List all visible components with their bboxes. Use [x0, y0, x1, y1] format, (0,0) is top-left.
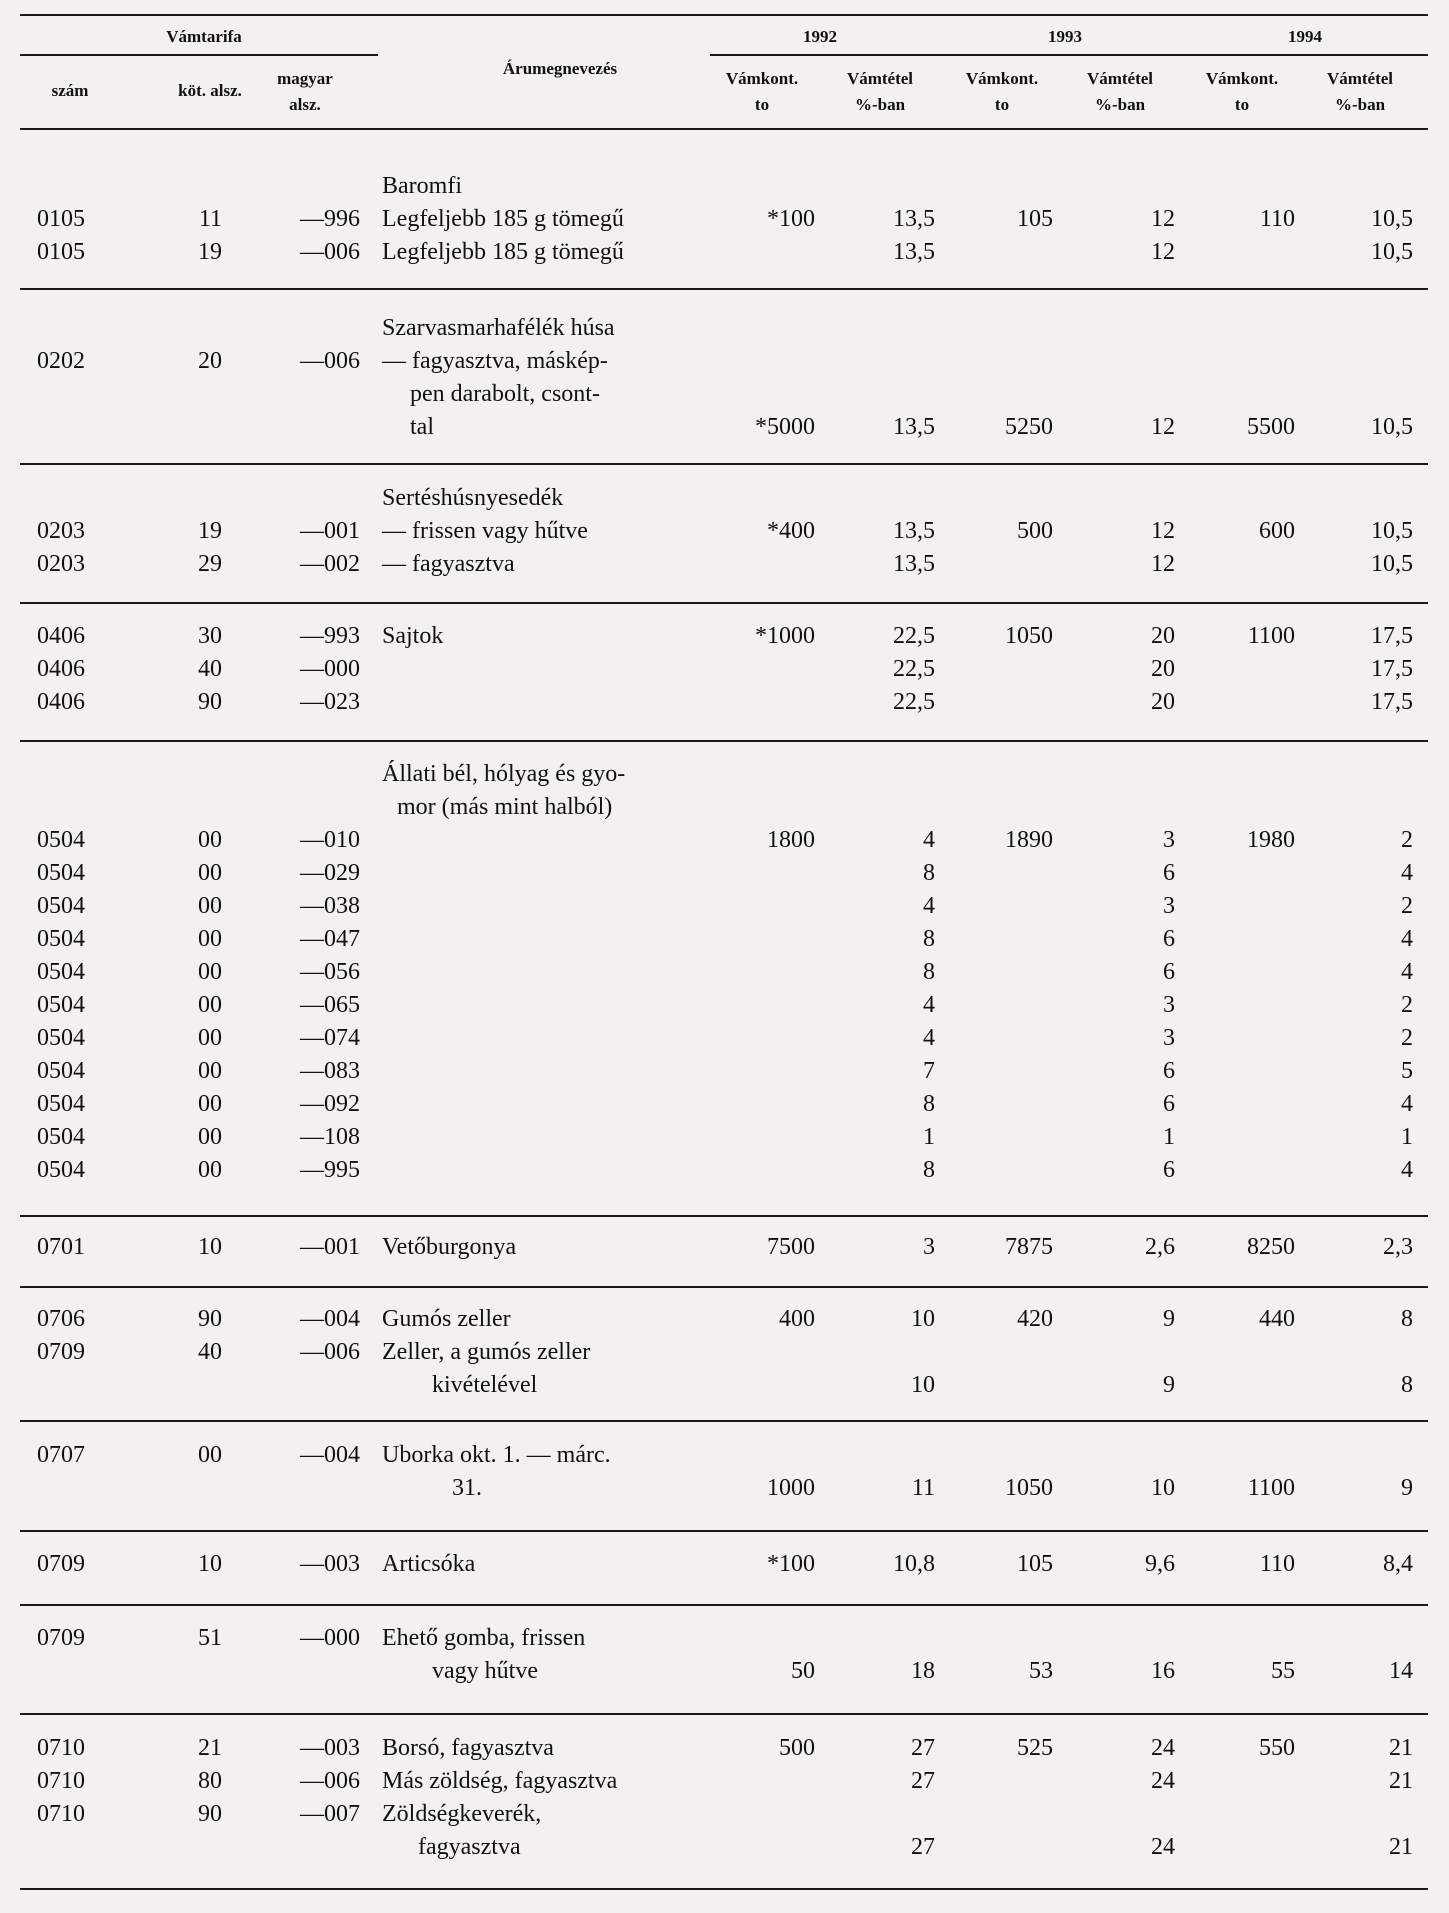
- header-vamtetel-unit: %-ban: [1334, 95, 1386, 114]
- cell-vamtetel-1994: 2,3: [1383, 1234, 1413, 1260]
- cell-arumegnevezes: Gumós zeller: [382, 1306, 511, 1332]
- cell-szam: 0504: [37, 860, 85, 886]
- cell-kot-alsz: 00: [198, 926, 222, 952]
- cell-vamkont-1993: 53: [1029, 1658, 1053, 1684]
- cell-szam: 0710: [37, 1768, 85, 1794]
- cell-vamkont-1994: 440: [1259, 1306, 1295, 1332]
- cell-vamkont-1993: 1050: [1005, 1475, 1053, 1501]
- header-vamkont-unit: to: [1234, 95, 1250, 114]
- cell-arumegnevezes: Sajtok: [382, 623, 444, 649]
- cell-vamtetel-1994: 2: [1401, 827, 1413, 853]
- cell-magyar-alsz: —001: [300, 518, 360, 544]
- header-years-rule: [710, 54, 1428, 56]
- cell-vamtetel-1992: 7: [923, 1058, 935, 1084]
- header-year-1993: 1993: [1048, 27, 1082, 46]
- cell-vamtetel-1993: 3: [1163, 827, 1175, 853]
- group-separator-rule: [20, 463, 1428, 465]
- cell-vamtetel-1992: 10: [911, 1372, 935, 1398]
- cell-kot-alsz: 00: [198, 992, 222, 1018]
- cell-arumegnevezes: Ehető gomba, frissen: [382, 1625, 586, 1651]
- cell-szam: 0105: [37, 239, 85, 265]
- cell-arumegnevezes: Vetőburgonya: [382, 1234, 517, 1260]
- cell-arumegnevezes: fagyasztva: [418, 1834, 521, 1860]
- header-vamtarifa-rule: [20, 54, 378, 56]
- cell-vamkont-1992: *100: [767, 206, 815, 232]
- cell-vamtetel-1993: 12: [1151, 414, 1175, 440]
- cell-vamtetel-1994: 8: [1401, 1306, 1413, 1332]
- header-arumegnevezes: Árumegnevezés: [502, 59, 618, 78]
- cell-magyar-alsz: —003: [300, 1551, 360, 1577]
- cell-vamtetel-1994: 17,5: [1371, 623, 1413, 649]
- cell-szam: 0203: [37, 551, 85, 577]
- cell-magyar-alsz: —038: [300, 893, 360, 919]
- cell-vamkont-1993: 105: [1017, 206, 1053, 232]
- cell-vamtetel-1992: 8: [923, 959, 935, 985]
- cell-vamtetel-1993: 6: [1163, 1058, 1175, 1084]
- cell-vamtetel-1992: 13,5: [893, 239, 935, 265]
- cell-magyar-alsz: —996: [300, 206, 360, 232]
- cell-vamtetel-1992: 3: [923, 1234, 935, 1260]
- cell-kot-alsz: 40: [198, 656, 222, 682]
- cell-vamtetel-1994: 4: [1401, 1157, 1413, 1183]
- cell-szam: 0406: [37, 689, 85, 715]
- cell-szam: 0707: [37, 1442, 85, 1468]
- cell-magyar-alsz: —092: [300, 1091, 360, 1117]
- cell-vamtetel-1992: 27: [911, 1768, 935, 1794]
- cell-vamtetel-1993: 9: [1163, 1372, 1175, 1398]
- header-vamtarifa: Vámtarifa: [166, 27, 242, 46]
- cell-kot-alsz: 10: [198, 1551, 222, 1577]
- cell-vamkont-1992: 7500: [767, 1234, 815, 1260]
- header-vamkont-1993: [952, 66, 1052, 118]
- header-vamkont-unit: to: [994, 95, 1010, 114]
- cell-vamtetel-1992: 4: [923, 992, 935, 1018]
- cell-kot-alsz: 00: [198, 1025, 222, 1051]
- header-vamtetel-unit: %-ban: [854, 95, 906, 114]
- cell-vamtetel-1993: 6: [1163, 1157, 1175, 1183]
- cell-vamtetel-1993: 9,6: [1145, 1551, 1175, 1577]
- cell-szam: 0504: [37, 1124, 85, 1150]
- cell-szam: 0105: [37, 206, 85, 232]
- cell-vamtetel-1994: 2: [1401, 893, 1413, 919]
- cell-vamtetel-1992: 8: [923, 1091, 935, 1117]
- group-separator-rule: [20, 1286, 1428, 1288]
- cell-vamtetel-1992: 1: [923, 1124, 935, 1150]
- cell-szam: 0504: [37, 959, 85, 985]
- header-vamtetel-label: Vámtétel: [1086, 69, 1154, 88]
- cell-szam: 0706: [37, 1306, 85, 1332]
- cell-vamtetel-1993: 12: [1151, 518, 1175, 544]
- cell-magyar-alsz: —995: [300, 1157, 360, 1183]
- cell-vamtetel-1992: 22,5: [893, 656, 935, 682]
- header-year-1994: 1994: [1288, 27, 1322, 46]
- cell-magyar-alsz: —000: [300, 656, 360, 682]
- cell-vamkont-1994: 5500: [1247, 414, 1295, 440]
- cell-arumegnevezes: — fagyasztva, máskép-: [382, 348, 608, 374]
- cell-szam: 0709: [37, 1551, 85, 1577]
- cell-vamtetel-1993: 10: [1151, 1475, 1175, 1501]
- cell-vamkont-1994: 110: [1259, 206, 1295, 232]
- header-vamkont-label: Vámkont.: [965, 69, 1039, 88]
- cell-magyar-alsz: —004: [300, 1306, 360, 1332]
- cell-vamtetel-1994: 8: [1401, 1372, 1413, 1398]
- cell-vamtetel-1994: 4: [1401, 926, 1413, 952]
- cell-vamtetel-1993: 6: [1163, 860, 1175, 886]
- cell-vamtetel-1992: 10: [911, 1306, 935, 1332]
- cell-vamtetel-1994: 1: [1401, 1124, 1413, 1150]
- header-vamkont-unit: to: [754, 95, 770, 114]
- header-vamkont-1992: [712, 66, 812, 118]
- cell-vamtetel-1994: 4: [1401, 1091, 1413, 1117]
- group-separator-rule: [20, 1713, 1428, 1715]
- cell-vamkont-1992: *100: [767, 1551, 815, 1577]
- cell-vamtetel-1994: 21: [1389, 1768, 1413, 1794]
- group-separator-rule: [20, 288, 1428, 290]
- cell-vamtetel-1992: 13,5: [893, 551, 935, 577]
- cell-vamtetel-1993: 12: [1151, 239, 1175, 265]
- cell-vamkont-1993: 525: [1017, 1735, 1053, 1761]
- cell-arumegnevezes: Zöldségkeverék,: [382, 1801, 542, 1827]
- cell-magyar-alsz: —993: [300, 623, 360, 649]
- cell-vamkont-1992: 1800: [767, 827, 815, 853]
- header-vamtetel-label: Vámtétel: [846, 69, 914, 88]
- cell-vamtetel-1993: 20: [1151, 656, 1175, 682]
- cell-vamtetel-1994: 5: [1401, 1058, 1413, 1084]
- cell-vamtetel-1993: 2,6: [1145, 1234, 1175, 1260]
- cell-arumegnevezes: Articsóka: [382, 1551, 476, 1577]
- cell-vamtetel-1992: 4: [923, 827, 935, 853]
- cell-vamtetel-1993: 20: [1151, 623, 1175, 649]
- group-separator-rule: [20, 740, 1428, 742]
- cell-vamtetel-1992: 8: [923, 860, 935, 886]
- header-szam: szám: [51, 81, 89, 100]
- cell-arumegnevezes: Más zöldség, fagyasztva: [382, 1768, 618, 1794]
- header-vamtetel-unit: %-ban: [1094, 95, 1146, 114]
- cell-vamtetel-1993: 6: [1163, 926, 1175, 952]
- cell-szam: 0709: [37, 1339, 85, 1365]
- cell-vamtetel-1994: 21: [1389, 1735, 1413, 1761]
- cell-vamtetel-1993: 24: [1151, 1834, 1175, 1860]
- cell-kot-alsz: 00: [198, 860, 222, 886]
- cell-magyar-alsz: —056: [300, 959, 360, 985]
- cell-vamtetel-1993: 16: [1151, 1658, 1175, 1684]
- cell-magyar-alsz: —000: [300, 1625, 360, 1651]
- cell-vamtetel-1993: 9: [1163, 1306, 1175, 1332]
- group-separator-rule: [20, 1604, 1428, 1606]
- cell-vamkont-1993: 105: [1017, 1551, 1053, 1577]
- cell-vamtetel-1992: 13,5: [893, 414, 935, 440]
- cell-szam: 0710: [37, 1735, 85, 1761]
- cell-szam: 0504: [37, 893, 85, 919]
- cell-magyar-alsz: —010: [300, 827, 360, 853]
- cell-vamkont-1993: 420: [1017, 1306, 1053, 1332]
- group-title: Állati bél, hólyag és gyo-: [382, 761, 626, 787]
- group-title: Szarvasmarhafélék húsa: [382, 315, 615, 341]
- cell-kot-alsz: 11: [198, 206, 222, 232]
- cell-arumegnevezes: Legfeljebb 185 g tömegű: [382, 206, 624, 232]
- cell-kot-alsz: 00: [198, 893, 222, 919]
- cell-szam: 0709: [37, 1625, 85, 1651]
- cell-vamtetel-1994: 10,5: [1371, 551, 1413, 577]
- cell-arumegnevezes: Zeller, a gumós zeller: [382, 1339, 591, 1365]
- cell-szam: 0701: [37, 1234, 85, 1260]
- cell-vamkont-1992: 50: [791, 1658, 815, 1684]
- cell-magyar-alsz: —047: [300, 926, 360, 952]
- cell-arumegnevezes: pen darabolt, csont-: [410, 381, 600, 407]
- cell-kot-alsz: 51: [198, 1625, 222, 1651]
- cell-vamkont-1994: 110: [1259, 1551, 1295, 1577]
- cell-vamtetel-1993: 3: [1163, 992, 1175, 1018]
- group-separator-rule: [20, 1530, 1428, 1532]
- header-bottom-rule: [20, 128, 1428, 130]
- header-vamkont-1994: [1192, 66, 1292, 118]
- cell-arumegnevezes: — frissen vagy hűtve: [382, 518, 588, 544]
- group-title: Sertéshúsnyesedék: [382, 485, 564, 511]
- cell-arumegnevezes: 31.: [452, 1475, 482, 1501]
- header-vamtetel-label: Vámtétel: [1326, 69, 1394, 88]
- cell-vamkont-1993: 1050: [1005, 623, 1053, 649]
- cell-vamtetel-1993: 3: [1163, 893, 1175, 919]
- cell-szam: 0504: [37, 926, 85, 952]
- cell-kot-alsz: 80: [198, 1768, 222, 1794]
- cell-arumegnevezes: Legfeljebb 185 g tömegű: [382, 239, 624, 265]
- cell-vamkont-1992: 500: [779, 1735, 815, 1761]
- cell-vamtetel-1994: 10,5: [1371, 206, 1413, 232]
- cell-kot-alsz: 20: [198, 348, 222, 374]
- cell-arumegnevezes: — fagyasztva: [382, 551, 515, 577]
- cell-vamtetel-1992: 22,5: [893, 623, 935, 649]
- cell-kot-alsz: 00: [198, 1058, 222, 1084]
- cell-vamkont-1992: *400: [767, 518, 815, 544]
- cell-vamkont-1994: 55: [1271, 1658, 1295, 1684]
- cell-vamtetel-1992: 11: [911, 1475, 935, 1501]
- cell-vamtetel-1992: 27: [911, 1834, 935, 1860]
- cell-vamtetel-1992: 8: [923, 926, 935, 952]
- cell-vamtetel-1993: 12: [1151, 551, 1175, 577]
- cell-szam: 0710: [37, 1801, 85, 1827]
- cell-kot-alsz: 40: [198, 1339, 222, 1365]
- cell-arumegnevezes: vagy hűtve: [432, 1658, 538, 1684]
- group-title: Baromfi: [382, 173, 462, 199]
- cell-vamkont-1994: 1100: [1247, 623, 1295, 649]
- cell-vamtetel-1993: 3: [1163, 1025, 1175, 1051]
- cell-vamkont-1992: 400: [779, 1306, 815, 1332]
- cell-kot-alsz: 10: [198, 1234, 222, 1260]
- cell-szam: 0504: [37, 827, 85, 853]
- header-vamtetel-1994: [1310, 66, 1410, 118]
- cell-vamkont-1994: 600: [1259, 518, 1295, 544]
- header-magyar: magyar: [277, 69, 333, 88]
- cell-kot-alsz: 00: [198, 1442, 222, 1468]
- cell-kot-alsz: 30: [198, 623, 222, 649]
- cell-vamtetel-1993: 12: [1151, 206, 1175, 232]
- cell-vamkont-1994: 8250: [1247, 1234, 1295, 1260]
- cell-arumegnevezes: tal: [410, 414, 434, 440]
- cell-kot-alsz: 21: [198, 1735, 222, 1761]
- cell-magyar-alsz: —074: [300, 1025, 360, 1051]
- header-vamtetel-1993: [1070, 66, 1170, 118]
- cell-kot-alsz: 00: [198, 959, 222, 985]
- group-separator-rule: [20, 602, 1428, 604]
- cell-magyar-alsz: —007: [300, 1801, 360, 1827]
- cell-magyar-alsz: —006: [300, 1768, 360, 1794]
- cell-vamkont-1993: 5250: [1005, 414, 1053, 440]
- cell-magyar-alsz: —004: [300, 1442, 360, 1468]
- cell-szam: 0504: [37, 1025, 85, 1051]
- cell-kot-alsz: 90: [198, 1306, 222, 1332]
- cell-arumegnevezes: Borsó, fagyasztva: [382, 1735, 554, 1761]
- header-alsz: alsz.: [289, 95, 321, 114]
- cell-kot-alsz: 90: [198, 1801, 222, 1827]
- cell-vamtetel-1994: 4: [1401, 860, 1413, 886]
- header-vamkont-label: Vámkont.: [1205, 69, 1279, 88]
- header-kot-alsz: köt. alsz.: [178, 81, 242, 100]
- cell-vamtetel-1993: 6: [1163, 1091, 1175, 1117]
- cell-kot-alsz: 29: [198, 551, 222, 577]
- cell-kot-alsz: 90: [198, 689, 222, 715]
- cell-szam: 0202: [37, 348, 85, 374]
- cell-magyar-alsz: —029: [300, 860, 360, 886]
- cell-vamtetel-1992: 13,5: [893, 206, 935, 232]
- cell-vamtetel-1994: 2: [1401, 992, 1413, 1018]
- cell-vamtetel-1993: 24: [1151, 1768, 1175, 1794]
- cell-vamkont-1994: 550: [1259, 1735, 1295, 1761]
- cell-kot-alsz: 19: [198, 518, 222, 544]
- cell-vamkont-1992: *1000: [755, 623, 815, 649]
- cell-magyar-alsz: —006: [300, 348, 360, 374]
- cell-vamtetel-1994: 10,5: [1371, 518, 1413, 544]
- cell-szam: 0203: [37, 518, 85, 544]
- cell-vamkont-1994: 1100: [1247, 1475, 1295, 1501]
- cell-magyar-alsz: —006: [300, 239, 360, 265]
- cell-vamtetel-1992: 22,5: [893, 689, 935, 715]
- cell-vamkont-1993: 7875: [1005, 1234, 1053, 1260]
- cell-vamkont-1993: 500: [1017, 518, 1053, 544]
- cell-kot-alsz: 00: [198, 1091, 222, 1117]
- cell-kot-alsz: 00: [198, 1124, 222, 1150]
- cell-vamkont-1992: 1000: [767, 1475, 815, 1501]
- cell-vamtetel-1994: 10,5: [1371, 414, 1413, 440]
- cell-vamtetel-1994: 17,5: [1371, 656, 1413, 682]
- cell-magyar-alsz: —006: [300, 1339, 360, 1365]
- cell-magyar-alsz: —108: [300, 1124, 360, 1150]
- cell-vamtetel-1993: 20: [1151, 689, 1175, 715]
- cell-vamtetel-1992: 27: [911, 1735, 935, 1761]
- cell-vamtetel-1994: 17,5: [1371, 689, 1413, 715]
- cell-vamtetel-1992: 13,5: [893, 518, 935, 544]
- cell-szam: 0504: [37, 1058, 85, 1084]
- group-separator-rule: [20, 1420, 1428, 1422]
- cell-magyar-alsz: —001: [300, 1234, 360, 1260]
- cell-vamtetel-1993: 6: [1163, 959, 1175, 985]
- header-year-1992: 1992: [803, 27, 837, 46]
- cell-vamtetel-1993: 24: [1151, 1735, 1175, 1761]
- cell-szam: 0504: [37, 992, 85, 1018]
- header-vamkont-label: Vámkont.: [725, 69, 799, 88]
- cell-vamtetel-1992: 8: [923, 1157, 935, 1183]
- group-separator-rule: [20, 1215, 1428, 1217]
- cell-vamtetel-1992: 4: [923, 1025, 935, 1051]
- top-rule: [20, 14, 1428, 16]
- cell-arumegnevezes: Uborka okt. 1. — márc.: [382, 1442, 611, 1468]
- cell-magyar-alsz: —083: [300, 1058, 360, 1084]
- cell-vamtetel-1993: 1: [1163, 1124, 1175, 1150]
- cell-vamtetel-1992: 10,8: [893, 1551, 935, 1577]
- cell-vamtetel-1992: 18: [911, 1658, 935, 1684]
- cell-kot-alsz: 00: [198, 1157, 222, 1183]
- cell-vamtetel-1994: 14: [1389, 1658, 1413, 1684]
- cell-magyar-alsz: —065: [300, 992, 360, 1018]
- cell-szam: 0406: [37, 656, 85, 682]
- cell-vamtetel-1994: 21: [1389, 1834, 1413, 1860]
- cell-vamtetel-1992: 4: [923, 893, 935, 919]
- cell-vamtetel-1994: 8,4: [1383, 1551, 1413, 1577]
- cell-szam: 0504: [37, 1157, 85, 1183]
- cell-kot-alsz: 00: [198, 827, 222, 853]
- header-vamtetel-1992: [830, 66, 930, 118]
- cell-magyar-alsz: —023: [300, 689, 360, 715]
- cell-szam: 0504: [37, 1091, 85, 1117]
- cell-kot-alsz: 19: [198, 239, 222, 265]
- cell-vamtetel-1994: 10,5: [1371, 239, 1413, 265]
- cell-vamtetel-1994: 4: [1401, 959, 1413, 985]
- cell-vamkont-1994: 1980: [1247, 827, 1295, 853]
- cell-vamkont-1992: *5000: [755, 414, 815, 440]
- cell-magyar-alsz: —002: [300, 551, 360, 577]
- cell-szam: 0406: [37, 623, 85, 649]
- cell-magyar-alsz: —003: [300, 1735, 360, 1761]
- cell-arumegnevezes: kivételével: [432, 1372, 538, 1398]
- cell-vamkont-1993: 1890: [1005, 827, 1053, 853]
- table-bottom-rule: [20, 1888, 1428, 1890]
- cell-vamtetel-1994: 2: [1401, 1025, 1413, 1051]
- cell-vamtetel-1994: 9: [1401, 1475, 1413, 1501]
- group-title-continued: mor (más mint halból): [397, 794, 613, 820]
